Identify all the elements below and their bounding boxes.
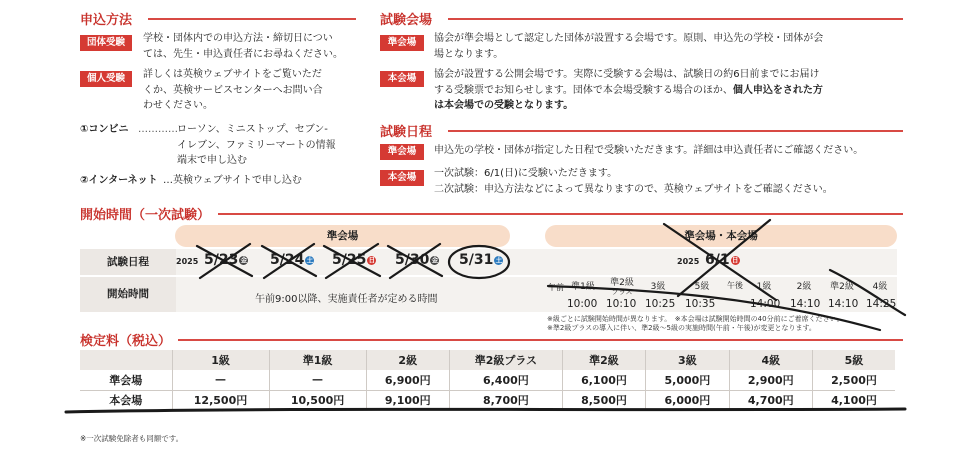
venue-semi-tag: 準会場: [380, 35, 424, 51]
date-0530: 5/30 金: [395, 252, 439, 268]
am-label: 午前: [548, 283, 564, 292]
strike-x-main-venue: [664, 220, 776, 300]
saturday-icon: 土: [495, 256, 503, 264]
friday-icon: 金: [240, 256, 248, 264]
fee-cell: 10,500円: [269, 390, 366, 410]
fee-cell: 4,700円: [729, 390, 812, 410]
fee-cell: 2,500円: [812, 370, 895, 390]
am-level-3: 3級: [650, 282, 666, 292]
schedule-semi-text: 申込先の学校・団体が指定した日程で受験いただきます。詳細は申込責任者にご確認ください。: [434, 145, 864, 156]
fees-header-cell: 5級: [812, 350, 895, 370]
strike-main-fees: [66, 409, 905, 412]
fees-row-label: 本会場: [80, 390, 172, 410]
fee-cell: 2,900円: [729, 370, 812, 390]
venue-title: 試験会場: [380, 13, 433, 28]
semi-year: 2025: [176, 257, 199, 266]
fee-cell: 6,100円: [562, 370, 645, 390]
pm-time-3: 14:10: [828, 298, 859, 310]
friday-icon: 金: [431, 256, 439, 264]
group-exam-tag: 団体受験: [80, 35, 132, 51]
semi-venue-band: 準会場: [175, 225, 510, 247]
start-note-2: ※準2級プラスの導入に伴い、準2級～5級の実施時間(午前・午後)が変更となります。: [547, 324, 816, 332]
fee-cell: 6,400円: [449, 370, 562, 390]
pm-level-4: 4級: [872, 282, 888, 292]
pm-time-1: 14:00: [750, 298, 781, 310]
saturday-icon: 土: [306, 256, 314, 264]
venue-main-text: 協会が設置する公開会場です。実際に受験する会場は、試験日の約6日前までにお届け する受験票でお知らせします。団体で本会場受験する場合のほか、個人申込をされた方 は本会場での受験となります。: [434, 69, 823, 111]
am-level-1: 準1級: [571, 282, 595, 292]
date-0601: 6/1 日: [705, 252, 739, 268]
fee-cell: 8,700円: [449, 390, 562, 410]
pm-level-3: 準2級: [830, 282, 854, 292]
schedule-semi-tag: 準会場: [380, 144, 424, 160]
pm-time-4: 14:25: [866, 298, 897, 310]
individual-exam-tag: 個人受験: [80, 71, 132, 87]
fees-title: 検定料（税込）: [80, 334, 172, 349]
circle-0531: [449, 246, 509, 278]
strike-x-0524: [262, 244, 316, 278]
fees-header-cell: 準1級: [269, 350, 366, 370]
strike-x-0525: [324, 244, 380, 278]
fee-cell: 9,100円: [366, 390, 449, 410]
venue-semi-text: 協会が準会場として認定した団体が設置する会場です。原則、申込先の学校・団体が会 場となります。: [434, 33, 824, 60]
date-row-label: 試験日程: [80, 249, 176, 275]
fees-header-cell: 2級: [366, 350, 449, 370]
convenience-text: ローソン、ミニストップ、セブン- イレブン、ファミリーマートの情報 端末で申し込む: [177, 124, 336, 166]
strike-times-1: [548, 286, 880, 330]
pm-time-2: 14:10: [790, 298, 821, 310]
schedule-main-text: 一次試験：6/1(日)に受験いただきます。 二次試験：申込方法などによって異なりますので、英検ウェブサイトをご確認ください。: [434, 168, 833, 195]
time-row-label: 開始時間: [80, 277, 176, 312]
fee-cell: 12,500円: [172, 390, 269, 410]
fees-header-cell: 準2級: [562, 350, 645, 370]
date-0525: 5/25 日: [332, 252, 376, 268]
fee-cell: —: [269, 370, 366, 390]
strike-times-2: [830, 270, 905, 315]
fees-header-cell: 4級: [729, 350, 812, 370]
am-level-2: 準2級 プラス: [610, 278, 634, 296]
date-0524: 5/24 土: [270, 252, 314, 268]
am-time-1: 10:00: [567, 298, 598, 310]
venue-main-tag: 本会場: [380, 71, 424, 87]
convenience-label: ①コンビニ: [80, 124, 129, 135]
sunday-icon: 日: [731, 256, 739, 264]
date-0531: 5/31 土: [459, 252, 503, 268]
fee-cell: 8,500円: [562, 390, 645, 410]
strike-x-0523: [197, 244, 252, 278]
fees-footnote: ※一次試験免除者も同額です。: [80, 434, 184, 443]
fee-cell: 4,100円: [812, 390, 895, 410]
pm-label: 午後: [727, 281, 743, 290]
pm-level-2: 2級: [796, 282, 812, 292]
internet-label: ②インターネット: [80, 175, 158, 186]
fee-cell: —: [172, 370, 269, 390]
fees-row-label: 準会場: [80, 370, 172, 390]
main-venue-band: 準会場・本会場: [545, 225, 897, 247]
group-exam-text: 学校・団体内での申込方法・締切日につい ては、先生・申込責任者にお尋ねください。: [143, 33, 343, 60]
schedule-main-tag: 本会場: [380, 170, 424, 186]
fees-header-cell: 準2級プラス: [449, 350, 562, 370]
apply-title: 申込方法: [80, 13, 133, 28]
individual-exam-text: 詳しくは英検ウェブサイトをご覧いただ くか、英検サービスセンターへお問い合 わせください。: [143, 69, 323, 111]
pm-level-1: 1級: [756, 282, 772, 292]
date-0523: 5/23 金: [204, 252, 248, 268]
am-level-4: 5級: [694, 282, 710, 292]
start-time-title: 開始時間（一次試験）: [80, 208, 211, 223]
fee-cell: 6,900円: [366, 370, 449, 390]
fees-header-cell: 3級: [646, 350, 729, 370]
strike-x-0530: [388, 244, 442, 278]
schedule-title: 試験日程: [380, 125, 433, 140]
start-note-1: ※級ごとに試験開始時間が異なります。 ※本会場は試験開始時間の40分前にご着席ください。: [547, 315, 844, 323]
fee-cell: 6,000円: [646, 390, 729, 410]
am-time-2: 10:10: [606, 298, 637, 310]
convenience-leader: …………: [138, 124, 178, 135]
fees-header-cell: 1級: [172, 350, 269, 370]
main-year: 2025: [677, 257, 700, 266]
am-time-3: 10:25: [645, 298, 676, 310]
semi-start-time: 午前9:00以降、実施責任者が定める時間: [255, 294, 438, 305]
fee-cell: 5,000円: [646, 370, 729, 390]
sunday-icon: 日: [368, 256, 376, 264]
internet-text: …英検ウェブサイトで申し込む: [163, 175, 302, 186]
am-time-4: 10:35: [685, 298, 716, 310]
